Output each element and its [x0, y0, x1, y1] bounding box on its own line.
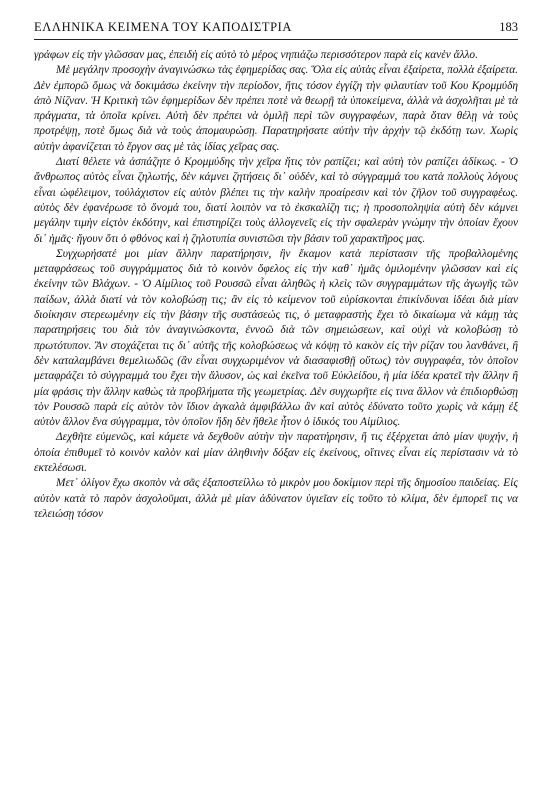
paragraph: Διατί θέλετε νὰ ἀσπάζητε ὁ Κρομμύδης τὴν χεῖρα ἥτις τὸν ραπίζει; καὶ αὐτὴ τὸν ραπίζει ἀδίκως. - Ὁ ἄνθρωπος αὐτὸς εἶναι ζηλωτής, δὲν κάμνει ζητήσεις δι᾽ οὐδέν, καὶ τὸ σύγγραμμά του κατὰ πολλοὺς λόγους εἶναι ὠφέλειμον, τοὐλάχιστον εἰς αὐτὸν βλέπει τις τὴν καλὴν προαίρεσιν καὶ τὸν ζῆλον τοῦ συγγραφέως. αὐτὸς δὲν ἐφανέρωσε τὸ ὄνομά του, διατί λοιπὸν να τὸ ἐκσκαλίζη τις; ἡ προσοποληψία αὐτὴ δὲν κάμνει μεγάλην τιμὴν εἰςτὸν ἐκδότην, καὶ ἐπιστηρίζει τοὺς ἀλλογενεῖς εἰς τὴν σφαλερὰν γνώμην τὴν ὁποίαν ἔχουν δι᾽ ἡμᾶς· ἤγουν ὅτι ὁ φθόνος καὶ ἡ ζηλοτυπία συνιστῶσι τὴν βάσιν τοῦ χαρακτῆρος μας. — [34, 156, 518, 245]
running-head: ΕΛΛΗΝΙΚΑ ΚΕΙΜΕΝΑ ΤΟΥ ΚΑΠΟΔΙΣΤΡΙΑ — [34, 20, 293, 34]
paragraph-continuation: γράφων εἰς τὴν γλῶσσαν μας, ἐπειδὴ εἰς αὐτὸ τὸ μέρος νηπιάζω περισσότερον παρὰ εἰς κανὲν ἄλλο. — [34, 49, 478, 61]
page-header — [34, 20, 518, 40]
page-number: 183 — [499, 20, 518, 34]
body-text — [34, 48, 518, 522]
paragraph: Συγχωρήσατέ μοι μίαν ἄλλην παρατήρησιν, ἣν ἔκαμον κατὰ περίστασιν τῆς προβαλλομένης μεταφράσεως τοῦ συγγράμματος διὰ τὸ κοινὸν ὄφελος εἰς τὴν καθ᾽ ἡμᾶς ὁμιλομένην γλῶσσαν καὶ εἰς ἐκείνην τῶν Βλάχων. - Ὁ Αἰμίλιος τοῦ Ρουσσῶ εἶναι ἀληθῶς ἡ κλεὶς τῶν συγγραμμάτων τῆς ἀγωγῆς τῶν παίδων, ἀλλὰ διατί νὰ τὸν κολοβώσῃ τις; ἂν εἰς τὸ κείμενον τοῦ εὑρίσκονται ἐπικίνδυναι ἰδέαι διὰ μίαν διοίκησιν στερεωμένην εἰς τὴν βάσην τῆς συστάσεώς τις, ὁ μεταφραστὴς ἔχει τὸ δικαίωμα νὰ κάμῃ τὰς παρατηρήσεις του διὰ τὸν ἀναγινώσκοντα, ἐννοῶ διὰ τῶν σημειώσεων, καὶ οὐχὶ νὰ κολοβώσῃ τὸ πρωτότυπον. Ἂν στοχάζεται τις δι᾽ αὐτῆς τῆς κολοβώσεως νὰ κόψῃ τὸ κακὸν εἰς τὴν ρίζαν του λανθάνει, ἢ δὲν καταλαμβάνει θεμελιωδῶς (ἂν εἶναι συγχωριμένον νὰ διασαφισθῇ οὕτως) τὸν συγγραφέα, τὸν ὁποῖον μεταφράζει τὸ σύγγραμμά του ἔχει τὴν ἅλυσον, ὡς καὶ ἐκεῖνα τοῦ Εὐκλείδου, ἡ μία ἰδέα κρατεῖ τὴν ἄλλην ἢ μία φράσις τὴν ἄλλην καθὼς τὰ προβλήματα τῆς γεωμετρίας. Δὲν συγχωρῆτε εἰς τινα ἄλλον νὰ ἐπιδιορθώσῃ τὸν Ρουσσῶ παρὰ εἰς αὐτὸν τὸν ἴδιον ἀγκαλὰ ἀμφιβάλλω ἂν καὶ αὐτὸς ἐδύνατο τοῦτο χωρὶς νὰ κάμῃ ἐξ αὐτὸν ἄλλον ἕνα σύγγραμμα, τὸν ὁποῖον ἤδη δὲν ἤθελε ἦτον ὁ ἰδικός του Αἰμίλιος. — [34, 247, 518, 429]
paragraph: Δεχθῆτε εὐμενῶς, καὶ κάμετε νὰ δεχθοῦν αὐτὴν τὴν παρατήρησιν, ἥ τις ἐξέρχεται ἀπὸ μίαν ψυχήν, ἡ ὁποία ἐπιθυμεῖ τὸ κοινὸν καλὸν καὶ μίαν ἀληθινὴν δόξαν εἰς ἐκείνους, οἵτινες εἶναι εἰς περίστασιν νὰ τὸ εκτελέσωσι. — [34, 431, 518, 475]
paragraph: Μὲ μεγάλην προσοχὴν ἀναγινώσκω τὰς ἐφημερίδας σας. Ὅλα εἰς αὐτὰς εἶναι ἐξαίρετα, πολλὰ ἐξαίρετα. Δὲν ἐμπορῶ ὅμως νὰ δοκιμάσω ἐκείνην τὴν περίοδον, ἥτις τόσον ἐγγίζη τὴν φιλαυτίαν τοῦ Κου Κρομμύδη ἀπὸ Νίζναν. Ἡ Κριτικὴ τῶν ἐφημερίδων δὲν πρέπει ποτὲ νὰ θεωρῇ τὰ ὑποκείμενα, ἀλλὰ νὰ ἀσχολῆται μὲ τὰ πράγματα, τὰ ὁποῖα κρίνει. Αὐτὴ δὲν πρέπει νὰ ὁμιλῇ περὶ τῶν συγγραφέων, παρὰ ὅταν θέλῃ νὰ τοὺς προτρέψῃ, ποτὲ ὅμως διὰ νὰ τοὺς ἀπομαυρώσῃ. Παρατηρήσατε αὐτὴν τὴν ἀρχὴν τῷ ἐκδότῃ των. Χωρὶς αὐτὴν ἀφανίζεται τὸ ἔργον σας μὲ τὰς ἰδίας χεῖρας σας. — [34, 64, 518, 153]
paragraph: Μετ᾽ ὀλίγον ἔχω σκοπὸν νὰ σᾶς ἐξαποστείλλω τὸ μικρὸν μου δοκίμιον περὶ τῆς δημοσίου παιδείας. Εἰς αὐτὸν κατὰ τὸ παρὸν ἀσχολοῦμαι, ἀλλὰ μὲ μίαν ἀδύνατον ὑγιεῖαν εἰς τοῦτο τὸ κλίμα, δὲν ἐμπορεῖ τις να τελειώσῃ τόσον — [34, 477, 518, 520]
